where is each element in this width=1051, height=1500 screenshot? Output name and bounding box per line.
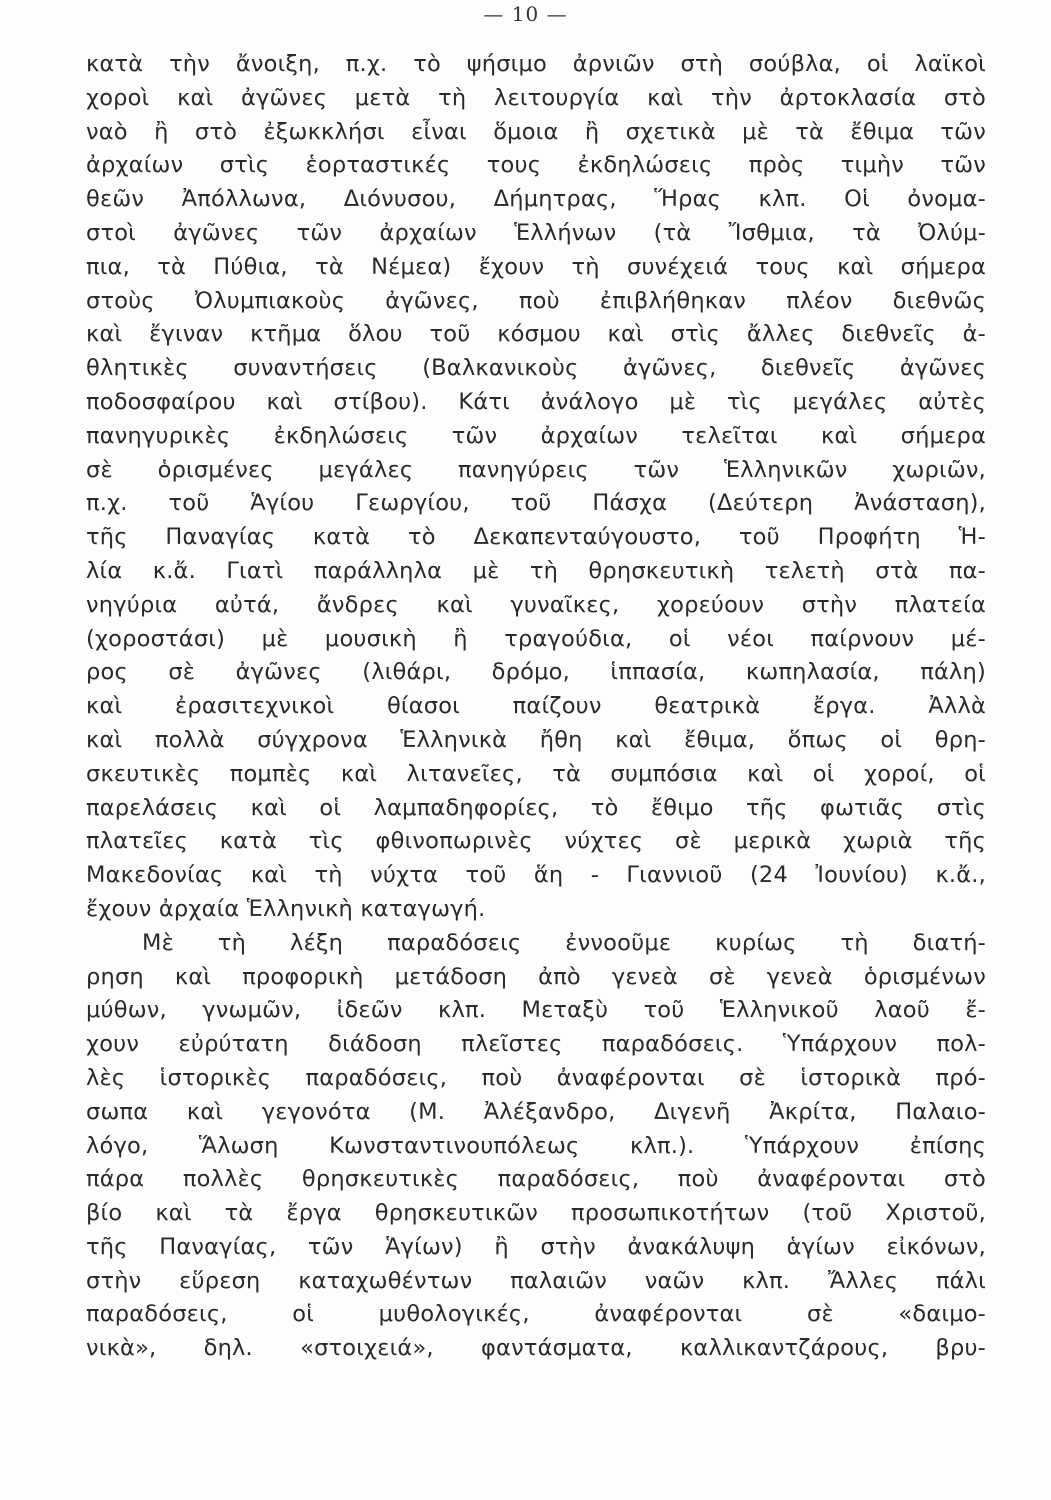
text-line: μύθων, γνωμῶν, ἰδεῶν κλπ. Μεταξὺ τοῦ Ἑλληνικοῦ λαοῦ ἔ- (86, 997, 986, 1024)
text-line: σκευτικὲς πομπὲς καὶ λιτανεῖες, τὰ συμπόσια καὶ οἱ χοροί, οἱ (86, 760, 986, 787)
text-line: πάρα πολλὲς θρησκευτικὲς παραδόσεις, ποὺ ἀναφέρονται στὸ (86, 1166, 986, 1193)
text-line: παραδόσεις, οἱ μυθολογικές, ἀναφέρονται σὲ «δαιμο- (86, 1301, 986, 1328)
text-line: πια, τὰ Πύθια, τὰ Νέμεα) ἔχουν τὴ συνέχειά τους καὶ σήμερα (86, 253, 986, 280)
text-line: χουν εὐρύτατη διάδοση πλεῖστες παραδόσεις. Ὑπάρχουν πολ- (86, 1031, 986, 1058)
text-line: νικὰ», δηλ. «στοιχειά», φαντάσματα, καλλικαντζάρους, βρυ- (86, 1335, 986, 1362)
text-line: ἔχουν ἀρχαία Ἑλληνικὴ καταγωγή. (86, 895, 486, 922)
text-line: στὴν εὕρεση καταχωθέντων παλαιῶν ναῶν κλπ. Ἄλλες πάλι (86, 1267, 986, 1294)
text-line: καὶ ἔγιναν κτῆμα ὅλου τοῦ κόσμου καὶ στὶς ἄλλες διεθνεῖς ἀ- (86, 321, 986, 348)
text-line: Μακεδονίας καὶ τὴ νύχτα τοῦ ἅη - Γιαννιοῦ (24 Ἰουνίου) κ.ἄ., (86, 862, 986, 889)
paragraph (86, 48, 986, 927)
page-number: — 10 — (483, 2, 568, 26)
text-line: τῆς Παναγίας κατὰ τὸ Δεκαπενταύγουστο, τοῦ Προφήτη Ἡ- (86, 524, 986, 551)
text-line: ναὸ ἢ στὸ ἐξωκκλήσι εἶναι ὅμοια ἢ σχετικὰ μὲ τὰ ἔθιμα τῶν (86, 118, 986, 145)
text-line: θλητικὲς συναντήσεις (Βαλκανικοὺς ἀγῶνες, διεθνεῖς ἀγῶνες (86, 355, 986, 382)
text-line: ποδοσφαίρου καὶ στίβου). Κάτι ἀνάλογο μὲ τὶς μεγάλες αὐτὲς (86, 388, 986, 415)
text-line: σὲ ὁρισμένες μεγάλες πανηγύρεις τῶν Ἑλληνικῶν χωριῶν, (86, 456, 986, 483)
text-line: λὲς ἱστορικὲς παραδόσεις, ποὺ ἀναφέρονται σὲ ἱστορικὰ πρό- (86, 1064, 986, 1091)
body-text (86, 48, 986, 1366)
text-line: παρελάσεις καὶ οἱ λαμπαδηφορίες, τὸ ἔθιμο τῆς φωτιᾶς στὶς (86, 794, 986, 821)
text-line: τῆς Παναγίας, τῶν Ἁγίων) ἢ στὴν ἀνακάλυψη ἁγίων εἰκόνων, (86, 1233, 986, 1260)
text-line: νηγύρια αὐτά, ἄνδρες καὶ γυναῖκες, χορεύουν στὴν πλατεία (86, 591, 986, 618)
text-line: θεῶν Ἀπόλλωνα, Διόνυσου, Δήμητρας, Ἥρας κλπ. Οἱ ὀνομα- (86, 186, 986, 213)
text-line: καὶ πολλὰ σύγχρονα Ἑλληνικὰ ἤθη καὶ ἔθιμα, ὅπως οἱ θρη- (86, 726, 986, 753)
text-line: ρηση καὶ προφορικὴ μετάδοση ἀπὸ γενεὰ σὲ γενεὰ ὁρισμένων (86, 963, 986, 990)
text-line: λία κ.ἄ. Γιατὶ παράλληλα μὲ τὴ θρησκευτικὴ τελετὴ στὰ πα- (86, 557, 986, 584)
text-line: (χοροστάσι) μὲ μουσικὴ ἢ τραγούδια, οἱ νέοι παίρνουν μέ- (86, 625, 986, 652)
text-line: ρος σὲ ἀγῶνες (λιθάρι, δρόμο, ἱππασία, κωπηλασία, πάλη) (86, 659, 986, 686)
text-line: ἀρχαίων στὶς ἑορταστικές τους ἐκδηλώσεις πρὸς τιμὴν τῶν (86, 152, 986, 179)
text-line: κατὰ τὴν ἄνοιξη, π.χ. τὸ ψήσιμο ἀρνιῶν στὴ σούβλα, οἱ λαϊκοὶ (86, 51, 986, 77)
text-line: Μὲ τὴ λέξη παραδόσεις ἐννοοῦμε κυρίως τὴ διατή- (142, 929, 986, 956)
text-line: λόγο, Ἅλωση Κωνσταντινουπόλεως κλπ.). Ὑπάρχουν ἐπίσης (86, 1132, 986, 1159)
text-line: βίο καὶ τὰ ἔργα θρησκευτικῶν προσωπικοτήτων (τοῦ Χριστοῦ, (86, 1200, 986, 1227)
text-line: πλατεῖες κατὰ τὶς φθινοπωρινὲς νύχτες σὲ μερικὰ χωριὰ τῆς (86, 828, 986, 855)
text-line: στοὺς Ὀλυμπιακοὺς ἀγῶνες, ποὺ ἐπιβλήθηκαν πλέον διεθνῶς (86, 287, 986, 314)
text-line: στοὶ ἀγῶνες τῶν ἀρχαίων Ἑλλήνων (τὰ Ἴσθμια, τὰ Ὀλύμ- (86, 219, 986, 246)
text-line: π.χ. τοῦ Ἁγίου Γεωργίου, τοῦ Πάσχα (Δεύτερη Ἀνάσταση), (86, 490, 986, 517)
text-line: πανηγυρικὲς ἐκδηλώσεις τῶν ἀρχαίων τελεῖται καὶ σήμερα (86, 422, 986, 449)
paragraph (86, 927, 986, 1366)
text-line: σωπα καὶ γεγονότα (Μ. Ἀλέξανδρο, Διγενῆ Ἀκρίτα, Παλαιο- (86, 1098, 986, 1125)
text-line: χοροὶ καὶ ἀγῶνες μετὰ τὴ λειτουργία καὶ τὴν ἀρτοκλασία στὸ (86, 84, 986, 111)
text-line: καὶ ἐρασιτεχνικοὶ θίασοι παίζουν θεατρικὰ ἔργα. Ἀλλὰ (86, 693, 986, 720)
